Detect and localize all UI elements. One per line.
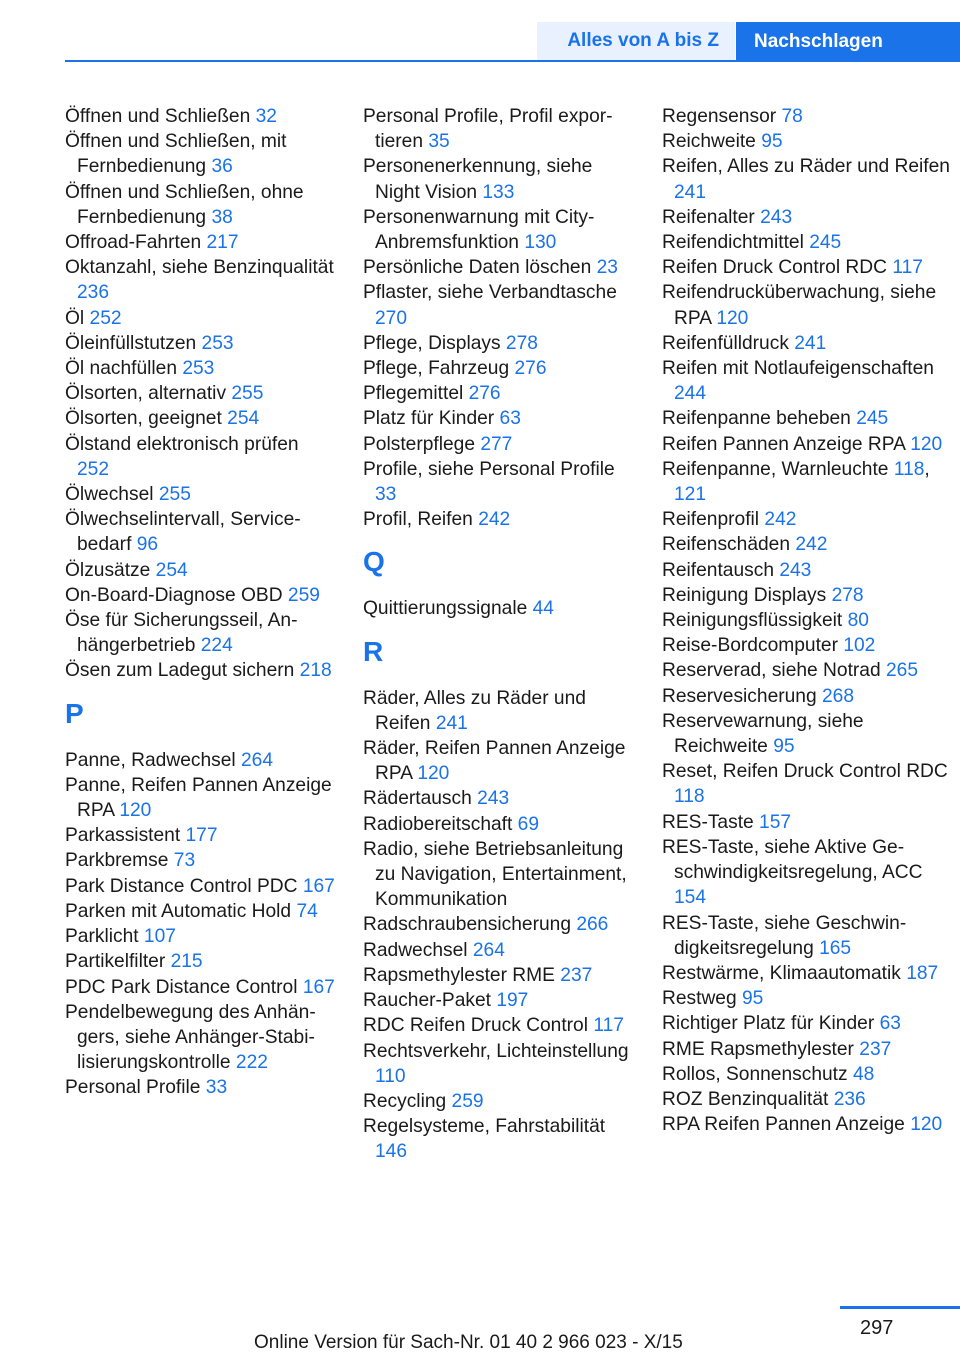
index-entry [65, 381, 335, 406]
page-reference-link[interactable]: 243 [779, 559, 812, 581]
page-reference-link[interactable]: 157 [759, 811, 792, 833]
page-reference-link[interactable]: 217 [206, 232, 239, 254]
page-reference-link[interactable]: 69 [517, 813, 540, 835]
index-entry-term: Restwärme, Klimaautomatik [662, 962, 901, 984]
page-reference-link[interactable]: 80 [847, 610, 869, 632]
index-entry-term: Reinigungsflüssigkeit [662, 610, 843, 632]
index-entry-term: Panne, Reifen Pannen Anzeige RPA [65, 774, 332, 822]
page-reference-link[interactable]: 177 [185, 825, 218, 847]
index-entry-term: Park Distance Control PDC [65, 875, 298, 897]
index-entry: Reifenpanne, Warnleuchte 118, 121 [662, 458, 930, 506]
index-entry-term: RES-Taste, siehe Aktive Geschwindigkeitsregelung, ACC [662, 836, 923, 884]
page-reference-link[interactable]: 244 [674, 383, 707, 405]
index-entry [363, 938, 633, 963]
page-reference-link[interactable]: 121 [674, 484, 707, 506]
index-entry-term: Parklicht [65, 926, 139, 948]
index-entry-term: Öl [65, 307, 85, 329]
index-entry [363, 912, 633, 937]
index-entry [363, 280, 633, 330]
index-entry-term: Ölsorten, geeignet [65, 408, 222, 430]
page-reference-link[interactable]: 23 [596, 257, 618, 279]
index-entry-term: Öleinfüllstutzen [65, 332, 197, 354]
page-reference-link[interactable]: 253 [201, 332, 234, 354]
page-reference-link[interactable]: 218 [299, 660, 332, 682]
index-entry-term: Reifendrucküberwachung, siehe RPA [662, 282, 937, 329]
page-reference-link[interactable]: 255 [158, 484, 191, 506]
page-reference-link[interactable]: 44 [532, 598, 554, 620]
index-entry-term: Reifenprofil [662, 509, 760, 531]
index-entry [65, 306, 335, 331]
page-reference-link[interactable]: 95 [773, 736, 795, 758]
index-entry-term: Radio, siehe Betriebsanleitung zu Navigation, Entertainment, Kommunikation [363, 838, 627, 911]
page-reference-link[interactable]: 241 [794, 332, 827, 354]
index-entry-term: RES-Taste [662, 811, 754, 833]
index-entry [662, 154, 954, 204]
index-entry [363, 988, 633, 1013]
page-reference-link[interactable]: 117 [593, 1015, 624, 1037]
index-entry [65, 608, 335, 658]
index-entry-term: Öffnen und Schließen [65, 106, 251, 127]
page-reference-link[interactable]: 237 [560, 964, 593, 986]
index-entry-term: Pflegemittel [363, 383, 464, 405]
page-reference-link[interactable]: 35 [428, 131, 450, 153]
index-entry [662, 658, 954, 683]
index-entry [662, 986, 954, 1011]
index-entry [662, 507, 954, 532]
index-entry-term: Reinigung Displays [662, 584, 827, 606]
index-entry [662, 684, 954, 709]
index-entry [363, 381, 633, 406]
index-entry-term: Persönliche Daten löschen [363, 257, 592, 279]
index-letter-heading: P [65, 697, 84, 729]
page-reference-link[interactable]: 242 [478, 509, 511, 531]
page-reference-link[interactable]: 253 [182, 358, 215, 380]
index-entry [65, 874, 335, 899]
page-reference-link[interactable]: 222 [235, 1052, 268, 1074]
page-reference-link[interactable]: 78 [781, 106, 803, 127]
index-entry-term: Pflege, Displays [363, 332, 501, 354]
page-reference-link[interactable]: 167 [302, 976, 335, 998]
index-entry-term: Personal Profile, Profil exportieren [363, 106, 613, 153]
page-reference-link[interactable]: 120 [417, 763, 450, 785]
index-entry-term: Rollos, Sonnenschutz [662, 1063, 848, 1085]
index-entry-term: Öl nachfüllen [65, 358, 177, 380]
page-reference-link[interactable]: 120 [119, 800, 152, 822]
index-entry [363, 1114, 633, 1164]
page-reference-link[interactable]: 33 [375, 484, 397, 506]
index-entry [363, 356, 633, 381]
index-entry-term: RES-Taste, siehe Geschwindigkeitsregelung [662, 912, 907, 959]
page-reference-link[interactable]: 242 [764, 509, 797, 531]
page-reference-link[interactable]: 278 [831, 584, 864, 606]
index-entry [662, 835, 954, 911]
index-entry-term: Oktanzahl, siehe Benzinqualität [65, 257, 334, 279]
index-entry-term: Rechtsverkehr, Lichteinstellung [363, 1040, 629, 1062]
index-entry [363, 406, 633, 431]
index-entry [363, 1039, 633, 1089]
page-reference-link[interactable]: 277 [480, 433, 513, 455]
page-reference-link[interactable]: 165 [819, 937, 852, 959]
index-entry [363, 432, 633, 457]
index-entry [65, 975, 335, 1000]
index-entry-term: Parkbremse [65, 850, 169, 872]
index-letter-heading: Q [363, 546, 385, 578]
index-entry-term: Reifen Pannen Anzeige RPA [662, 433, 905, 455]
index-entry [65, 507, 335, 557]
index-entry-term: Reifen Druck Control RDC [662, 257, 887, 279]
index-entry-term: Reifenfülldruck [662, 332, 789, 354]
page-reference-link[interactable]: 36 [211, 156, 233, 178]
index-entry [65, 104, 335, 129]
index-entry [65, 823, 335, 848]
page-number: 297 [860, 1317, 894, 1339]
index-entry-term: Ösen zum Ladegut sichern [65, 660, 295, 682]
index-entry-term: Recycling [363, 1090, 447, 1112]
page-reference-link[interactable]: 63 [499, 408, 521, 430]
index-entry-term: Reifen, Alles zu Räder und Reifen [662, 156, 950, 178]
page-reference-link[interactable]: 254 [227, 408, 260, 430]
page-reference-link[interactable]: 259 [287, 584, 320, 606]
index-column-2 [363, 104, 633, 1165]
index-entry [363, 205, 633, 255]
index-entry [363, 331, 633, 356]
index-entry-term: Personenwarnung mit City-Anbremsfunktion [363, 206, 595, 254]
index-entry-term: Reifenalter [662, 206, 755, 228]
index-entry-term: Polsterpflege [363, 433, 475, 455]
index-entry-term: Reservesicherung [662, 685, 817, 707]
index-entry [662, 961, 954, 986]
index-entry-term: Quittierungssignale [363, 598, 528, 620]
index-entry [662, 406, 954, 431]
page-reference-link[interactable]: 243 [760, 206, 793, 228]
index-entry [662, 1011, 954, 1036]
index-entry-term: Restweg [662, 988, 737, 1010]
index-entry-term: Parkassistent [65, 825, 181, 847]
page-reference-link[interactable]: 120 [910, 1114, 943, 1136]
page-reference-link[interactable]: 48 [852, 1063, 875, 1085]
index-entry-term: Öffnen und Schließen, ohne Fernbedienung [65, 181, 304, 228]
page-reference-link[interactable]: 264 [472, 939, 505, 961]
page-reference-link[interactable]: 167 [302, 875, 335, 897]
index-entry [363, 736, 633, 786]
index-entry [65, 129, 335, 179]
index-entry-term: Reifenpanne beheben [662, 408, 851, 430]
index-entry-term: Reservewarnung, siehe Reichweite [662, 710, 864, 758]
page-reference-link[interactable]: 133 [482, 181, 515, 203]
index-entry-term: Personenerkennung, siehe Night Vision [363, 156, 593, 203]
index-entry [65, 773, 335, 823]
page-reference-link[interactable]: 266 [576, 914, 609, 936]
index-entry-term: Radschraubensicherung [363, 914, 571, 936]
index-entry [363, 457, 633, 507]
page-reference-link[interactable]: 107 [143, 926, 176, 948]
index-entry-term: Profile, siehe Personal Profile [363, 458, 615, 480]
page-reference-link[interactable]: 215 [170, 951, 203, 973]
index-entry [363, 596, 633, 621]
index-entry-term: Profil, Reifen [363, 509, 473, 531]
index-entry [662, 356, 954, 406]
index-entry [65, 356, 335, 381]
index-entry [65, 1000, 335, 1076]
page-reference-link[interactable]: 146 [375, 1141, 408, 1163]
page-reference-link[interactable]: 276 [468, 383, 501, 405]
index-entry [363, 104, 633, 154]
page-reference-link[interactable]: 276 [514, 358, 547, 380]
index-entry-term: Panne, Radwechsel [65, 749, 236, 771]
header-chapter-tab[interactable]: Nachschlagen [736, 22, 960, 62]
index-entry-term: Ölwechselintervall, Servicebedarf [65, 509, 301, 556]
index-entry [363, 786, 633, 811]
page-reference-link[interactable]: 33 [205, 1077, 228, 1099]
index-entry-term: Öse für Sicherungsseil, Anhängerbetrieb [65, 610, 298, 657]
index-entry-term: Raucher-Paket [363, 990, 491, 1012]
index-entry [662, 331, 954, 356]
index-entry-term: On-Board-Diagnose OBD [65, 584, 283, 606]
index-entry [363, 154, 633, 204]
index-entry [662, 583, 954, 608]
page-reference-link[interactable]: 264 [241, 749, 274, 771]
index-entry [65, 848, 335, 873]
page-reference-link[interactable]: 74 [296, 900, 318, 922]
index-entry [662, 129, 954, 154]
index-letter-heading: R [363, 635, 384, 667]
index-entry-term: Radiobereitschaft [363, 813, 513, 835]
index-entry-term: Reichweite [662, 131, 756, 153]
page-reference-link[interactable]: 268 [822, 685, 855, 707]
index-entry-term: Räder, Reifen Pannen Anzeige RPA [363, 738, 626, 785]
index-entry-term: Reserverad, siehe Notrad [662, 660, 881, 682]
index-entry [65, 1075, 335, 1100]
index-entry-term: ROZ Benzinqualität [662, 1088, 829, 1110]
index-entry [65, 255, 335, 305]
index-entry [662, 1112, 954, 1137]
page-reference-link[interactable]: 270 [375, 307, 408, 329]
page-reference-link[interactable]: 259 [451, 1090, 484, 1112]
index-entry-term: Reifendichtmittel [662, 232, 804, 254]
index-entry [363, 507, 633, 532]
index-entry-term: Reset, Reifen Druck Control RDC [662, 761, 948, 783]
index-entry-term: Räder, Alles zu Räder und Reifen [363, 687, 586, 734]
index-entry [65, 658, 335, 683]
index-entry-term: Reifen mit Notlaufeigenschaften [662, 358, 934, 380]
index-entry [65, 180, 335, 230]
index-entry [662, 205, 954, 230]
index-entry-term: Pflege, Fahrzeug [363, 358, 510, 380]
index-entry [662, 633, 954, 658]
index-entry [65, 406, 335, 431]
index-entry-term: Pflaster, siehe Verbandtasche [363, 282, 617, 304]
index-column-3 [662, 104, 954, 1137]
index-entry [363, 255, 633, 280]
index-entry-term: RDC Reifen Druck Control [363, 1015, 588, 1037]
index-entry-term: RME Rapsmethylester [662, 1038, 854, 1060]
index-entry-term: Parken mit Automatic Hold [65, 900, 292, 922]
index-entry [662, 230, 954, 255]
index-entry [662, 255, 954, 280]
page-reference-link[interactable]: 118 [893, 458, 925, 480]
page-reference-link[interactable]: 38 [211, 206, 233, 228]
page-reference-link[interactable]: 236 [77, 282, 110, 304]
page-reference-link[interactable]: 265 [885, 660, 918, 682]
page-reference-link[interactable]: 120 [910, 433, 943, 455]
index-entry [662, 1087, 954, 1112]
page-reference-link[interactable]: 73 [173, 850, 196, 872]
index-entry [662, 558, 954, 583]
index-entry [662, 432, 954, 457]
index-entry [65, 482, 335, 507]
index-entry-term: Offroad-Fahrten [65, 232, 202, 254]
index-entry [363, 837, 633, 913]
index-entry [662, 104, 954, 129]
index-entry-term: Ölstand elektronisch prüfen [65, 433, 299, 455]
index-entry-term: Rädertausch [363, 788, 472, 810]
page-reference-link[interactable]: 197 [496, 990, 529, 1012]
index-entry-term: Reifentausch [662, 559, 774, 581]
index-entry [662, 608, 954, 633]
page-reference-link[interactable]: 117 [892, 257, 923, 279]
index-entry-term: Pendelbewegung des Anhängers, siehe Anhänger-Stabilisierungskontrolle [65, 1001, 316, 1074]
footer-version-text: Online Version für Sach-Nr. 01 40 2 966 023 - X/15 [254, 1332, 683, 1353]
page-reference-link[interactable]: 252 [89, 307, 122, 329]
index-entry-term: Ölsorten, alternativ [65, 383, 227, 405]
index-entry [363, 1089, 633, 1114]
page-reference-link[interactable]: 102 [843, 635, 876, 657]
page-reference-link[interactable]: 110 [375, 1065, 406, 1087]
index-entry-term: Partikelfilter [65, 951, 166, 973]
page-reference-link[interactable]: 130 [524, 232, 557, 254]
index-entry-term: Regensensor [662, 106, 777, 127]
page-reference-link[interactable]: 245 [856, 408, 889, 430]
page-reference-link[interactable]: 278 [505, 332, 538, 354]
index-entry [662, 759, 954, 809]
index-entry [662, 1062, 954, 1087]
index-entry [65, 924, 335, 949]
index-entry [662, 810, 954, 835]
index-entry-term: Reise-Bordcomputer [662, 635, 838, 657]
index-entry-term: Platz für Kinder [363, 408, 495, 430]
page-reference-link[interactable]: 120 [716, 307, 749, 329]
index-entry [65, 230, 335, 255]
index-entry [662, 1037, 954, 1062]
index-column-1 [65, 104, 335, 1101]
index-entry [65, 558, 335, 583]
index-entry [65, 748, 335, 773]
page-reference-link[interactable]: 252 [77, 458, 110, 480]
index-entry-term: RPA Reifen Pannen Anzeige [662, 1114, 905, 1136]
page-reference-link[interactable]: 243 [477, 788, 510, 810]
index-entry-term: Radwechsel [363, 939, 468, 961]
index-entry-term: PDC Park Distance Control [65, 976, 298, 998]
page-reference-link[interactable]: 245 [809, 232, 842, 254]
index-entry [65, 899, 335, 924]
index-entry [65, 583, 335, 608]
page-reference-link[interactable]: 187 [906, 962, 939, 984]
index-entry-term: Richtiger Platz für Kinder [662, 1013, 875, 1035]
index-entry [65, 949, 335, 974]
index-entry-term: Reifenschäden [662, 534, 791, 556]
index-entry-term: Reifenpanne, Warnleuchte [662, 458, 889, 480]
index-entry [363, 686, 633, 736]
index-entry [662, 280, 954, 330]
page-reference-link[interactable]: 95 [742, 988, 764, 1010]
index-entry-term: Regelsysteme, Fahrstabilität [363, 1116, 606, 1138]
page-reference-link[interactable]: 63 [879, 1013, 901, 1035]
page-reference-link[interactable]: 254 [155, 559, 188, 581]
page-reference-link[interactable]: 95 [761, 131, 783, 153]
page-reference-link[interactable]: 237 [859, 1038, 892, 1060]
page-reference-link[interactable]: 154 [674, 887, 707, 909]
page-reference-link[interactable]: 255 [231, 383, 264, 405]
page-reference-link[interactable]: 236 [833, 1088, 866, 1110]
index-entry-term: Öffnen und Schließen, mit Fernbedienung [65, 131, 287, 178]
index-entry-term: Ölzusätze [65, 559, 151, 581]
index-entry-term: Personal Profile [65, 1077, 201, 1099]
page-reference-link[interactable]: 32 [255, 106, 277, 127]
page-reference-link[interactable]: 241 [435, 712, 468, 734]
index-entry [662, 532, 954, 557]
index-entry [363, 812, 633, 837]
index-entry [662, 911, 954, 961]
index-entry [363, 963, 633, 988]
page-reference-link[interactable]: 224 [200, 635, 233, 657]
index-entry [363, 1013, 633, 1038]
index-entry [65, 331, 335, 356]
page-reference-link[interactable]: 118 [674, 786, 705, 808]
page-reference-link[interactable]: 96 [136, 534, 159, 556]
header-section-tab[interactable]: Alles von A bis Z [537, 22, 735, 60]
page-reference-link[interactable]: 242 [795, 534, 828, 556]
page-reference-link[interactable]: 241 [674, 181, 707, 203]
index-entry-term: Rapsmethylester RME [363, 964, 555, 986]
index-entry [65, 432, 335, 482]
index-entry-term: Ölwechsel [65, 484, 154, 506]
footer-rule [840, 1306, 960, 1309]
index-entry [662, 709, 954, 759]
